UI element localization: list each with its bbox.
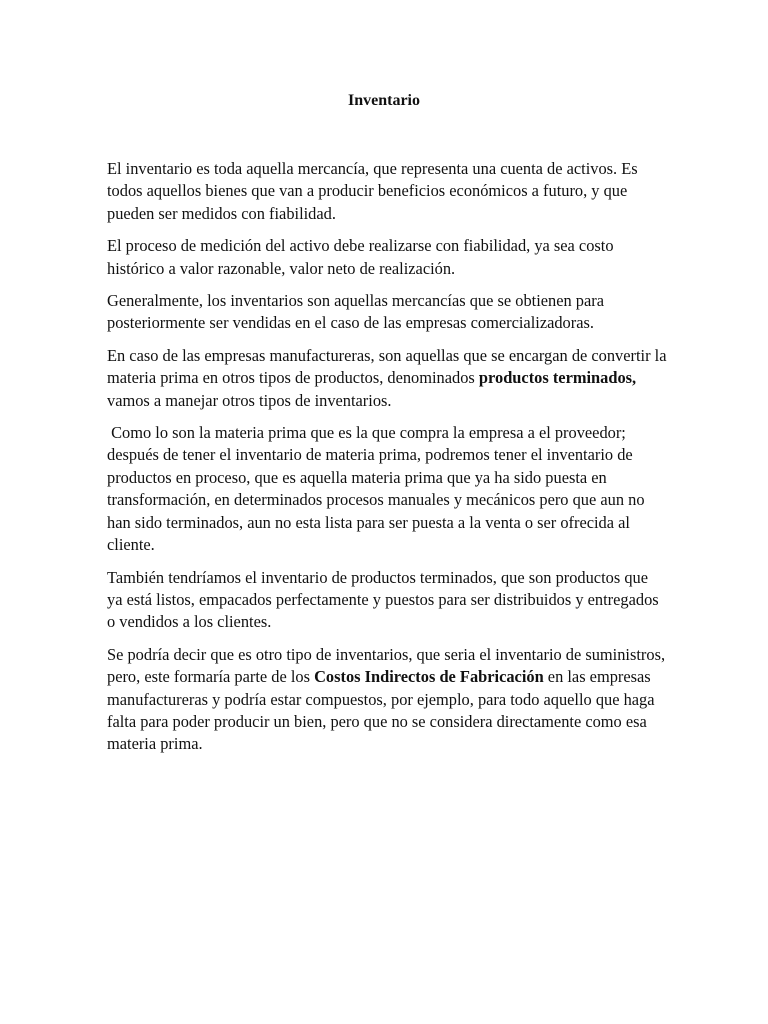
paragraph-7-text-start: Se podría decir que es otro tipo de inventarios, que seria el inventario de suministros, pero, este formaría parte de los (107, 644, 666, 687)
paragraph-7 (107, 644, 667, 756)
paragraph-7-bold-term: Costos Indirectos de Fabricación (314, 667, 544, 687)
paragraph-4 (107, 345, 667, 412)
document-body (107, 158, 667, 766)
paragraph-5: Como lo son la materia prima que es la que compra la empresa a el proveedor; después de tener el inventario de materia prima, podremos tener el inventario de productos en proceso, que es aquella materia prima que ya ha sido puesta en transformación, en determinados procesos manuales y mecánicos pero que aun no han sido terminados, aun no esta lista para ser puesta a la venta o ser ofrecida al cliente. (107, 423, 649, 555)
paragraph-1: El inventario es toda aquella mercancía, que representa una cuenta de activos. Es todos aquellos bienes que van a producir beneficios económicos a futuro, y que pueden ser medidos con fiabilidad. (107, 159, 638, 223)
paragraph-7-text-end: en las empresas manufactureras y podría estar compuestos, por ejemplo, para todo aquello que haga falta para poder producir un bien, pero que no se considera directamente como esa materia prima. (107, 667, 655, 754)
paragraph-6: También tendríamos el inventario de productos terminados, que son productos que ya está listos, empacados perfectamente y puestos para ser distribuidos y entregados o vendidos a los clientes. (107, 567, 659, 632)
paragraph-4-text-start: En caso de las empresas manufactureras, son aquellas que se encargan de convertir la materia prima en otros tipos de productos, denominados (107, 345, 667, 388)
paragraph-3: Generalmente, los inventarios son aquellas mercancías que se obtienen para posteriormente ser vendidas en el caso de las empresas comercializadoras. (107, 291, 604, 333)
paragraph-4-bold-term: productos terminados, (478, 368, 637, 388)
paragraph-2: El proceso de medición del activo debe realizarse con fiabilidad, ya sea costo histórico a valor razonable, valor neto de realización. (107, 236, 614, 278)
paragraph-4-text-end: vamos a manejar otros tipos de inventarios. (107, 390, 392, 410)
document-title: Inventario (348, 92, 420, 109)
